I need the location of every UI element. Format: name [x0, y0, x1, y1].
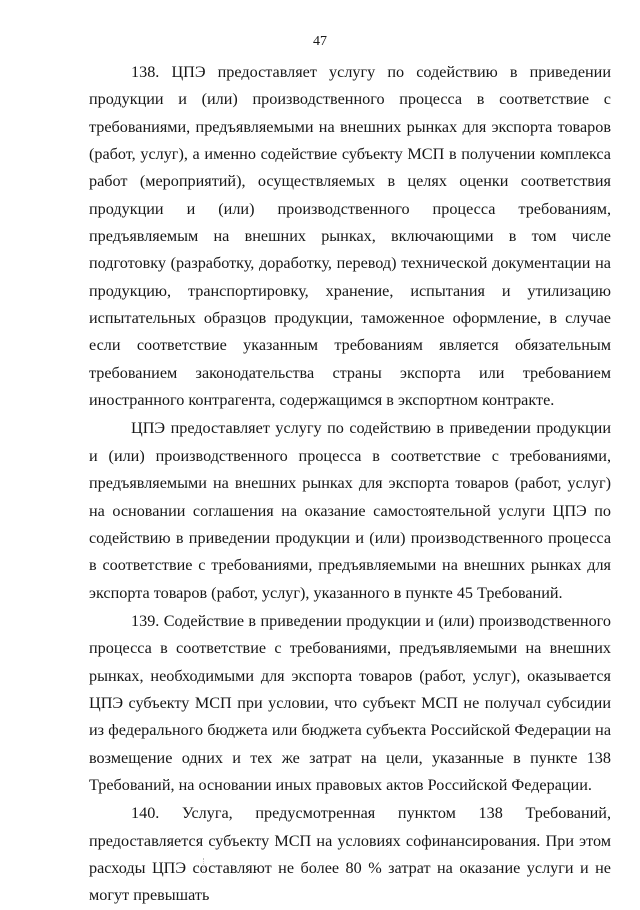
- scan-speck-mark: [203, 858, 205, 872]
- paragraph-138-continuation: ЦПЭ предоставляет услугу по содействию в приведении продукции и (или) производственного процесса в соответствие с требованиями, предъявляемыми на внешних рынках для экспорта товаров (работ, услуг) на основании соглашения на оказание самостоятельной услуги ЦПЭ по содействию в приведении продукции и (или) производственного процесса в соответствие с требованиями, предъявляемыми на внешних рынках для экспорта товаров (работ, услуг), указанного в пункте 45 Требований.: [89, 419, 611, 602]
- paragraph-139: 139. Содействие в приведении продукции и (или) производственного процесса в соответствие с требованиями, предъявляемыми на внешних рынках, необходимыми для экспорта товаров (работ, услуг), оказывается ЦПЭ субъекту МСП при условии, что субъект МСП не получал субсидии из федерального бюджета или бюджета субъекта Российской Федерации на возмещение одних и тех же затрат на цели, указанные в пункте 138 Требований, на основании иных правовых актов Российской Федерации.: [89, 611, 611, 794]
- document-body: [89, 59, 611, 910]
- paragraph-138: 138. ЦПЭ предоставляет услугу по содействию в приведении продукции и (или) производственного процесса в соответствие с требованиями, предъявляемыми на внешних рынках для экспорта товаров (работ, услуг), а именно содействие субъекту МСП в получении комплекса работ (мероприятий), осуществляемых в целях оценки соответствия продукции и (или) производственного процесса требованиям, предъявляемым на внешних рынках, включающими в том числе подготовку (разработку, доработку, перевод) технической документации на продукцию, транспортировку, хранение, испытания и утилизацию испытательных образцов продукции, таможенное оформление, в случае если соответствие указанным требованиям является обязательным требованием законодательства страны экспорта или требованием иностранного контрагента, содержащимся в экспортном контракте.: [89, 63, 611, 410]
- paragraph-140: 140. Услуга, предусмотренная пунктом 138 Требований, предоставляется субъекту МСП на условиях софинансирования. При этом расходы ЦПЭ составляют не более 80 % затрат на оказание услуги и не могут превышать: [89, 804, 611, 905]
- page-number: 47: [313, 34, 327, 49]
